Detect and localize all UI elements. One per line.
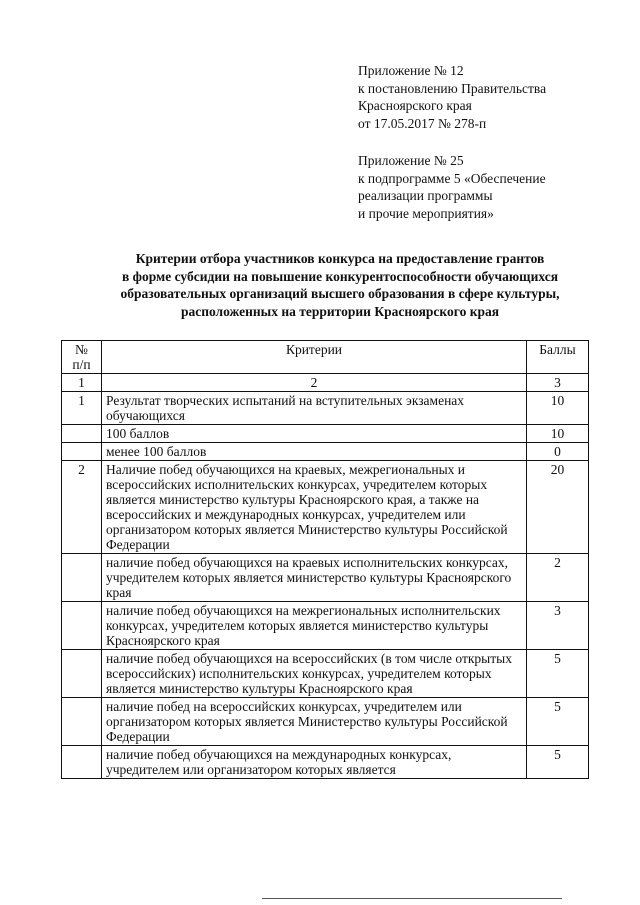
- table-row: [62, 461, 589, 554]
- title-line: образовательных организаций высшего образования в сфере культуры,: [120, 286, 560, 301]
- table-row: [62, 698, 589, 746]
- row-criteria: наличие побед обучающихся на всероссийских (в том числе открытых всероссийских) исполнительских конкурсах, учредителем которых является министерство культуры Красноярского края: [102, 650, 527, 698]
- appendix-line: Приложение № 25: [358, 153, 464, 168]
- table-row: [62, 746, 589, 779]
- row-criteria: наличие побед на всероссийских конкурсах, учредителем или организатором которых является Министерство культуры Российской Федерации: [102, 698, 527, 746]
- row-number: 1: [62, 392, 102, 425]
- row-number: [62, 650, 102, 698]
- header-number: № п/п: [62, 341, 102, 374]
- appendix-line: реализации программы: [358, 188, 493, 203]
- title-line: Критерии отбора участников конкурса на предоставление грантов: [135, 251, 545, 266]
- appendix-line: к подпрограмме 5 «Обеспечение: [358, 170, 546, 186]
- row-number: [62, 698, 102, 746]
- row-points: 10: [527, 425, 589, 443]
- page-bottom-rule: [262, 898, 562, 899]
- table-numbering-row: [62, 374, 589, 392]
- table-row: [62, 392, 589, 425]
- appendix-line: от 17.05.2017 № 278-п: [358, 115, 487, 131]
- column-number-3: 3: [527, 374, 589, 392]
- row-number: [62, 746, 102, 779]
- table-row: [62, 602, 589, 650]
- table-row: [62, 443, 589, 461]
- header-points: Баллы: [527, 341, 589, 374]
- row-criteria: наличие побед обучающихся на межрегиональных исполнительских конкурсах, учредителем которых является министерство культуры Красноярского края: [102, 602, 527, 650]
- row-number: 2: [62, 461, 102, 554]
- row-points: 10: [527, 392, 589, 425]
- column-number-2: 2: [102, 374, 527, 392]
- appendix-line: Красноярского края: [358, 98, 472, 113]
- row-number: [62, 554, 102, 602]
- title-line: в форме субсидии на повышение конкурентоспособности обучающихся: [121, 268, 559, 284]
- appendix-12-block: [358, 62, 628, 132]
- row-points: 0: [527, 443, 589, 461]
- row-criteria: менее 100 баллов: [102, 443, 527, 461]
- appendix-line: Приложение № 12: [358, 63, 464, 78]
- row-points: 3: [527, 602, 589, 650]
- table-row: [62, 650, 589, 698]
- table-row: [62, 554, 589, 602]
- table-row: [62, 425, 589, 443]
- row-points: 2: [527, 554, 589, 602]
- row-criteria: Наличие побед обучающихся на краевых, межрегиональных и всероссийских исполнительских конкурсах, учредителем которых является министерство культуры Красноярского края, а также на всероссийских и международных конкурсах, учредителем или организатором которых является Министерство культуры Российской Федерации: [102, 461, 527, 554]
- row-number: [62, 602, 102, 650]
- row-number: [62, 425, 102, 443]
- row-points: 5: [527, 746, 589, 779]
- row-points: 5: [527, 698, 589, 746]
- document-title: [40, 250, 640, 320]
- appendix-line: и прочие мероприятия»: [358, 205, 494, 221]
- criteria-table: [61, 340, 589, 779]
- row-criteria: наличие побед обучающихся на международных конкурсах, учредителем или организатором которых является: [102, 746, 527, 779]
- row-criteria: наличие побед обучающихся на краевых исполнительских конкурсах, учредителем которых является министерство культуры Красноярского края: [102, 554, 527, 602]
- row-points: 20: [527, 461, 589, 554]
- table-header-row: [62, 341, 589, 374]
- row-criteria: 100 баллов: [102, 425, 527, 443]
- row-points: 5: [527, 650, 589, 698]
- table-body: [62, 392, 589, 779]
- column-number-1: 1: [62, 374, 102, 392]
- row-criteria: Результат творческих испытаний на вступительных экзаменах обучающихся: [102, 392, 527, 425]
- appendix-25-block: [358, 152, 628, 222]
- appendix-line: к постановлению Правительства: [358, 80, 547, 96]
- row-number: [62, 443, 102, 461]
- title-line: расположенных на территории Красноярского края: [180, 303, 500, 319]
- header-criteria: Критерии: [102, 341, 527, 374]
